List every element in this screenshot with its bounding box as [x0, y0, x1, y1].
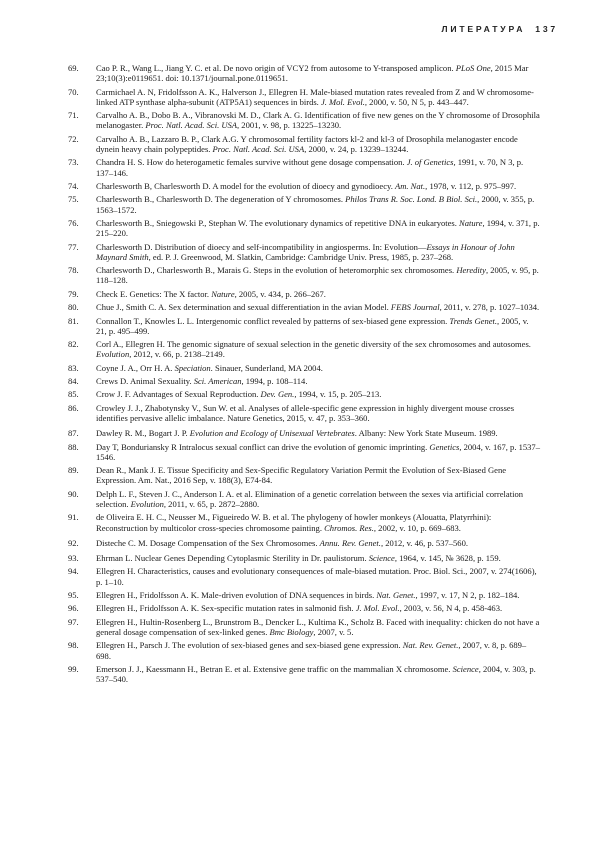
reference-text — [96, 403, 514, 423]
reference-item — [68, 403, 540, 423]
reference-text-segment: , 2005, v. 95, p. 118–128. — [96, 265, 539, 286]
reference-text — [96, 489, 523, 509]
reference-text-segment: , 2007, v. 8, p. 689–698. — [96, 640, 527, 661]
reference-source-italic: J. Mol. Evol. — [355, 603, 400, 614]
reference-item — [68, 389, 540, 399]
reference-text-segment: , 1997, v. 17, N 2, p. 182–184. — [415, 590, 520, 601]
reference-number: 93. — [68, 553, 79, 564]
reference-item — [68, 181, 540, 191]
reference-number: 87. — [68, 428, 79, 439]
reference-text-segment: de Oliveira E. H. C., Neusser M., Figueiredo W. B. et al. The phylogeny of howler monkeys (Alouatta, Platyrrhini): Reconstruction by multicolor cross-species chromosome painting. — [96, 512, 492, 533]
reference-item — [68, 87, 540, 107]
reference-text-segment: , 1994, v. 15, p. 205–213. — [294, 389, 382, 400]
reference-text-segment: , 2000, v. 24, p. 13239–13244. — [304, 143, 409, 154]
reference-source-italic: J. of Genetics, — [406, 157, 456, 168]
reference-number: 75. — [68, 194, 79, 205]
reference-text-segment: , 2000, v. 50, N 5, p. 443–447. — [364, 96, 469, 107]
reference-text-segment: , 1994, p. 108–114. — [241, 376, 308, 387]
reference-source-italic: Nature — [459, 217, 483, 228]
reference-item — [68, 664, 540, 684]
reference-text-segment: 1991, v. 70, N 3, p. 137–146. — [96, 157, 524, 178]
reference-source-italic: Annu. Rev. Genet. — [319, 537, 381, 548]
reference-text-segment: . Sinauer, Sunderland, MA 2004. — [210, 362, 323, 373]
reference-source-italic: Proc. Natl. Acad. Sci. USA — [212, 143, 305, 154]
reference-text — [96, 242, 515, 262]
reference-text — [96, 181, 516, 191]
reference-source-italic: Nat. Rev. Genet. — [402, 640, 459, 651]
reference-item — [68, 617, 540, 637]
running-header-title: ЛИТЕРАТУРА — [441, 24, 526, 34]
reference-text-segment: Ellegren H., Parsch J. The evolution of sex-biased genes and sex-biased gene expression. — [96, 640, 403, 651]
reference-text-segment: , 2012, v. 46, p. 537–560. — [380, 537, 468, 548]
reference-text-segment: Crowley J. J., Zhabotynsky V., Sun W. et al. Analyses of allele-specific gene expression in highly divergent mouse crosses identifies pervasive allelic imbalance. Nature Genetics, 2015, v. 47, p. 353–360. — [96, 402, 515, 424]
reference-text-segment: Crews D. Animal Sexuality. — [96, 376, 194, 387]
reference-text-segment: Carvalho A. B., Lazzaro B. P., Clark A.G. Y chromosomal fertility factors kl-2 and kl-3 of Drosophila melanogaster encode dynein heavy chain polypeptides. — [96, 133, 518, 154]
reference-text-segment: , 2012, v. 66, p. 2138–2149. — [129, 349, 225, 360]
reference-item — [68, 218, 540, 238]
reference-text-segment: Corl A., Ellegren H. The genomic signature of sexual selection in the genetic diversity of the sex chromosomes and autosomes. — [96, 339, 531, 350]
reference-source-italic: Am. Nat. — [395, 180, 426, 191]
reference-text-segment: Ellegren H., Hultin-Rosenberg L., Brunstrom B., Dencker L., Kultima K., Scholz B. Faced with inequality: chicken do not have a general dosage compensation of sex-linked genes. — [96, 616, 540, 638]
reference-source-italic: FEBS Journal — [390, 302, 440, 313]
reference-source-italic: Genetics — [429, 441, 460, 452]
reference-source-italic: Bmc Biology — [269, 627, 314, 638]
reference-source-italic: Nat. Genet. — [376, 590, 416, 601]
reference-item — [68, 553, 540, 563]
running-header — [442, 24, 558, 34]
reference-text — [96, 110, 540, 130]
reference-text-segment: Connallon T., Knowles L. L. Intergenomic conflict revealed by patterns of sex-biased gene expression. — [96, 315, 450, 326]
reference-text-segment: Carmichael A. N, Fridolfsson A. K., Halverson J., Ellegren H. Male-biased mutation rates revealed from Z and W chromosome-linked ATP synthase alpha-subunit (ATP5A1) sequences in birds. — [96, 86, 534, 107]
reference-text — [96, 617, 539, 637]
reference-text-segment: , ed. P. J. Greenwood, M. Slatkin, Cambridge: Cambridge Univ. Press, 1985, p. 237–268. — [148, 251, 454, 262]
reference-source-italic: Evolution and Ecology of Unisexual Vertebrates — [189, 428, 355, 439]
reference-source-italic: Proc. Natl. Acad. Sci. USA — [145, 120, 238, 131]
reference-item — [68, 363, 540, 373]
reference-text — [96, 566, 537, 586]
reference-text-segment: Chandra H. S. How do heterogametic females survive without gene dosage compensation. — [96, 157, 407, 168]
reference-text — [96, 465, 506, 485]
reference-text-segment: , 2005, v. 21, p. 495–499. — [96, 315, 529, 336]
reference-source-italic: Heredity — [456, 265, 486, 276]
reference-text-segment: , 2011, v. 278, p. 1027–1034. — [439, 302, 540, 313]
reference-source-italic: Dev. Gen. — [260, 389, 295, 400]
reference-text-segment: , 1994, v. 371, p. 215–220. — [96, 217, 540, 239]
reference-text — [96, 428, 498, 438]
reference-text-segment: Coyne J. A., Orr H. A. — [96, 362, 175, 373]
reference-text — [96, 339, 531, 359]
reference-number: 80. — [68, 302, 79, 313]
reference-source-italic: Essays in Honour of John Maynard Smith — [96, 241, 515, 262]
reference-text-segment: , 2011, v. 65, p. 2872–2880. — [163, 499, 260, 510]
reference-number: 72. — [68, 133, 79, 144]
reference-text-segment: , 2004, v. 167, p. 1537–1546. — [96, 441, 540, 462]
reference-number: 79. — [68, 288, 79, 299]
reference-number: 73. — [68, 157, 79, 168]
reference-text-segment: . Albany: New York State Museum. 1989. — [354, 428, 498, 439]
reference-number: 85. — [68, 389, 79, 400]
reference-text-segment: Dawley R. M., Bogart J. P. — [96, 428, 190, 439]
reference-text — [96, 512, 491, 532]
reference-number: 89. — [68, 465, 79, 476]
reference-text-segment: , 1964, v. 145, № 3628, p. 159. — [394, 553, 501, 564]
reference-text-segment: Ellegren H., Fridolfsson A. K. Male-driven evolution of DNA sequences in birds. — [96, 590, 377, 601]
reference-text — [96, 302, 539, 312]
page-number: 137 — [535, 24, 558, 34]
reference-text-segment: Charlesworth B., Sniegowski P., Stephan W. The evolutionary dynamics of repetitive DNA in eukaryotes. — [96, 217, 460, 228]
reference-number: 83. — [68, 362, 79, 373]
reference-number: 86. — [68, 402, 79, 413]
reference-text-segment: Cao P. R., Wang L., Jiang Y. C. et al. De novo origin of VCY2 from autosome to Y-transposed amplicon. — [96, 63, 456, 73]
reference-source-italic: Science — [368, 553, 395, 564]
reference-item — [68, 590, 540, 600]
reference-text-segment: Ellegren H., Fridolfsson A. K. Sex-specific mutation rates in salmonid fish. — [96, 603, 356, 614]
reference-item — [68, 134, 540, 154]
reference-number: 69. — [68, 63, 79, 73]
reference-text — [96, 664, 536, 684]
reference-text-segment: , 2004, v. 303, p. 537–540. — [96, 664, 536, 685]
reference-number: 91. — [68, 512, 79, 523]
reference-item — [68, 63, 540, 83]
reference-text-segment: , 2003, v. 56, N 4, p. 458-463. — [399, 603, 503, 614]
reference-list — [68, 63, 540, 688]
reference-text — [96, 376, 307, 386]
reference-source-italic: Evolution — [130, 499, 164, 510]
reference-text — [96, 218, 540, 238]
reference-source-italic: Nature — [211, 288, 235, 299]
reference-item — [68, 316, 540, 336]
reference-item — [68, 194, 540, 214]
reference-text-segment: Charlesworth D., Charlesworth B., Marais G. Steps in the evolution of heteromorphic sex chromosomes. — [96, 265, 457, 276]
reference-text-segment: Disteche C. M. Dosage Compensation of the Sex Chromosomes. — [96, 537, 320, 548]
reference-number: 90. — [68, 488, 79, 499]
reference-number: 88. — [68, 441, 79, 452]
reference-source-italic: Trends Genet. — [449, 315, 498, 326]
reference-text-segment: , 2000, v. 355, p. 1563–1572. — [96, 194, 535, 215]
reference-source-italic: Sci. American — [193, 376, 242, 387]
reference-text — [96, 289, 326, 299]
reference-text-segment: Carvalho A. B., Dobo B. A., Vibranovski M. D., Clark A. G. Identification of five new genes on the Y chromosome of Drosophila melanogaster. — [96, 110, 540, 131]
reference-number: 78. — [68, 265, 79, 276]
reference-text — [96, 63, 528, 83]
reference-item — [68, 538, 540, 548]
reference-text-segment: Dean R., Mank J. E. Tissue Specificity and Sex-Specific Regulatory Variation Permit the Evolution of Sex-Biased Gene Expression. Am. Nat., 2016 Sep, v. 188(3), E74-84. — [96, 465, 507, 486]
reference-item — [68, 603, 540, 613]
reference-text-segment: Ellegren H. Characteristics, causes and evolutionary consequences of male-biased mutation. Proc. Biol. Sci., 2007, v. 274(1606), p. 1–10. — [96, 566, 537, 587]
reference-number: 81. — [68, 315, 79, 326]
reference-item — [68, 289, 540, 299]
reference-text-segment: Charlesworth B, Charlesworth D. A model for the evolution of dioecy and gynodioecy. — [96, 180, 396, 191]
reference-number: 92. — [68, 537, 79, 548]
reference-source-italic: J. Mol. Evol. — [320, 96, 365, 107]
reference-text — [96, 389, 381, 399]
reference-text-segment: Emerson J. J., Kaessmann H., Betran E. et al. Extensive gene traffic on the mammalian X chromosome. — [96, 664, 453, 675]
reference-item — [68, 242, 540, 262]
reference-number: 84. — [68, 376, 79, 387]
reference-source-italic: Philos Trans R. Soc. Lond. B Biol. Sci. — [345, 194, 478, 205]
reference-number: 70. — [68, 86, 79, 97]
reference-text — [96, 640, 526, 660]
reference-number: 96. — [68, 603, 79, 614]
reference-text — [96, 134, 518, 154]
reference-source-italic: Chromos. Res. — [324, 522, 374, 533]
reference-item — [68, 489, 540, 509]
reference-text — [96, 553, 501, 563]
reference-text-segment: , 2007, v. 5. — [313, 627, 354, 638]
reference-source-italic: Evolution — [96, 349, 130, 360]
reference-item — [68, 376, 540, 386]
reference-text — [96, 87, 534, 107]
reference-number: 94. — [68, 566, 79, 577]
reference-source-italic: PLoS One — [455, 63, 491, 73]
reference-text-segment: Day T, Bonduriansky R Intralocus sexual conflict can drive the evolution of genomic imprinting. — [96, 441, 430, 452]
reference-item — [68, 110, 540, 130]
reference-source-italic: Science — [452, 664, 479, 675]
reference-source-italic: Speciation — [174, 362, 211, 373]
reference-text — [96, 603, 502, 613]
reference-number: 97. — [68, 616, 79, 627]
reference-number: 82. — [68, 339, 79, 350]
reference-text-segment: Chue J., Smith C. A. Sex determination and sexual differentiation in the avian Model. — [96, 302, 391, 313]
reference-text — [96, 442, 540, 462]
reference-text-segment: Charlesworth B., Charlesworth D. The degeneration of Y chromosomes. — [96, 194, 346, 205]
reference-number: 77. — [68, 241, 79, 252]
reference-item — [68, 302, 540, 312]
reference-text-segment: , 2005, v. 434, p. 266–267. — [234, 288, 326, 299]
reference-item — [68, 442, 540, 462]
reference-item — [68, 465, 540, 485]
reference-text-segment: Ehrman L. Nuclear Genes Depending Cytoplasmic Sterility in Dr. paulistorum. — [96, 553, 369, 564]
reference-text-segment: Charlesworth D. Distribution of dioecy and self-incompatibility in angiosperms. In: Evolution— — [96, 241, 427, 252]
reference-item — [68, 157, 540, 177]
reference-item — [68, 640, 540, 660]
reference-item — [68, 265, 540, 285]
reference-number: 95. — [68, 590, 79, 601]
reference-text-segment: , 1978, v. 112, p. 975–997. — [425, 180, 517, 191]
reference-text-segment: , 2002, v. 10, p. 669–683. — [373, 522, 461, 533]
reference-text — [96, 363, 323, 373]
reference-text-segment: Crow J. F. Advantages of Sexual Reproduction. — [96, 389, 261, 400]
reference-text-segment: , 2001, v. 98, p. 13225–13230. — [237, 120, 342, 131]
reference-item — [68, 428, 540, 438]
reference-text — [96, 194, 534, 214]
reference-text-segment: Delph L. F., Steven J. C., Anderson I. A. et al. Elimination of a genetic correlation between the sexes via artificial correlation selection. — [96, 488, 524, 510]
reference-item — [68, 512, 540, 532]
reference-text-segment: Check E. Genetics: The X factor. — [96, 288, 212, 299]
reference-text — [96, 538, 468, 548]
reference-number: 71. — [68, 110, 79, 121]
reference-text-segment: , 2015 Mar 23;10(3):e0119651. doi: 10.1371/journal.pone.0119651. — [96, 63, 529, 84]
reference-number: 74. — [68, 180, 79, 191]
reference-number: 99. — [68, 664, 79, 675]
reference-item — [68, 566, 540, 586]
reference-number: 98. — [68, 640, 79, 651]
reference-text — [96, 316, 529, 336]
reference-number: 76. — [68, 217, 79, 228]
reference-text — [96, 590, 519, 600]
reference-text — [96, 157, 523, 177]
reference-item — [68, 339, 540, 359]
reference-text — [96, 265, 539, 285]
